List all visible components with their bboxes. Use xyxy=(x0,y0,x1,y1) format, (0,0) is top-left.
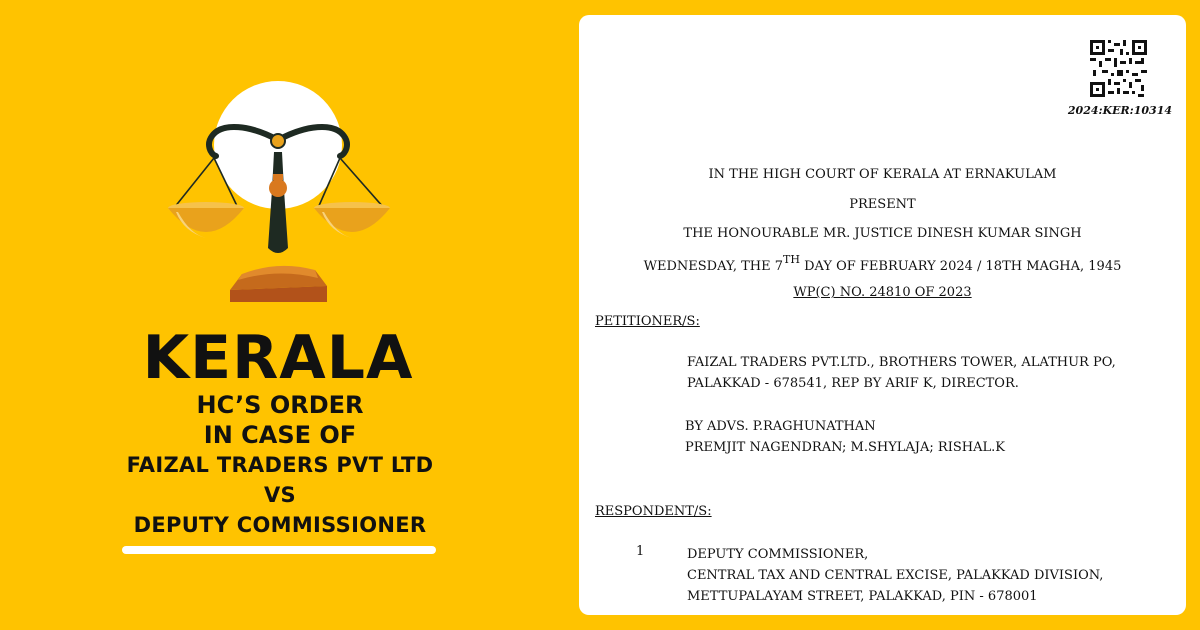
hearing-date xyxy=(579,253,1186,274)
court-document xyxy=(579,15,1186,615)
petitioner-line: PALAKKAD - 678541, REP BY ARIF K, DIRECTOR. xyxy=(687,376,1019,391)
left-banner xyxy=(0,0,560,630)
respondent-number: 1 xyxy=(636,544,645,559)
petitioner-details xyxy=(687,352,1116,394)
court-name: IN THE HIGH COURT OF KERALA AT ERNAKULAM xyxy=(708,167,1057,182)
petitioner-line: FAIZAL TRADERS PVT.LTD., BROTHERS TOWER, ALATHUR PO, xyxy=(687,355,1116,370)
banner-title xyxy=(0,322,560,540)
banner-title-line6: DEPUTY COMMISSIONER xyxy=(133,513,427,537)
banner-title-line2: HC’S ORDER xyxy=(196,391,364,419)
respondent-line: DEPUTY COMMISSIONER, xyxy=(687,547,869,562)
respondent-line: CENTRAL TAX AND CENTRAL EXCISE, PALAKKAD DIVISION, xyxy=(687,568,1104,583)
case-number: WP(C) NO. 24810 OF 2023 xyxy=(793,285,972,300)
banner-title-line1: KERALA xyxy=(142,323,414,393)
banner-title-line4: FAIZAL TRADERS PVT LTD xyxy=(126,453,434,477)
advocates-line: BY ADVS. P.RAGHUNATHAN xyxy=(685,419,876,434)
qr-code-icon xyxy=(1090,40,1147,97)
petitioner-label: PETITIONER/S: xyxy=(595,314,700,329)
advocates-line: PREMJIT NAGENDRAN; M.SHYLAJA; RISHAL.K xyxy=(685,440,1005,455)
respondent-details xyxy=(687,544,1103,607)
title-underline xyxy=(122,546,436,554)
hearing-date-ordinal: TH xyxy=(783,253,800,266)
banner-title-line3: IN CASE OF xyxy=(203,421,357,449)
advocates xyxy=(685,416,1005,458)
hearing-date-prefix: WEDNESDAY, THE 7 xyxy=(643,259,784,274)
respondent-line: METTUPALAYAM STREET, PALAKKAD, PIN - 678001 xyxy=(687,589,1038,604)
respondent-label: RESPONDENT/S: xyxy=(595,504,712,519)
hearing-date-suffix: DAY OF FEBRUARY 2024 / 18TH MAGHA, 1945 xyxy=(799,259,1122,274)
scales-of-justice-icon xyxy=(150,70,410,310)
banner-title-line5: VS xyxy=(264,483,296,507)
judge-name: THE HONOURABLE MR. JUSTICE DINESH KUMAR SINGH xyxy=(683,226,1082,241)
present-heading: PRESENT xyxy=(849,197,916,212)
neutral-citation: 2024:KER:10314 xyxy=(1067,104,1172,117)
